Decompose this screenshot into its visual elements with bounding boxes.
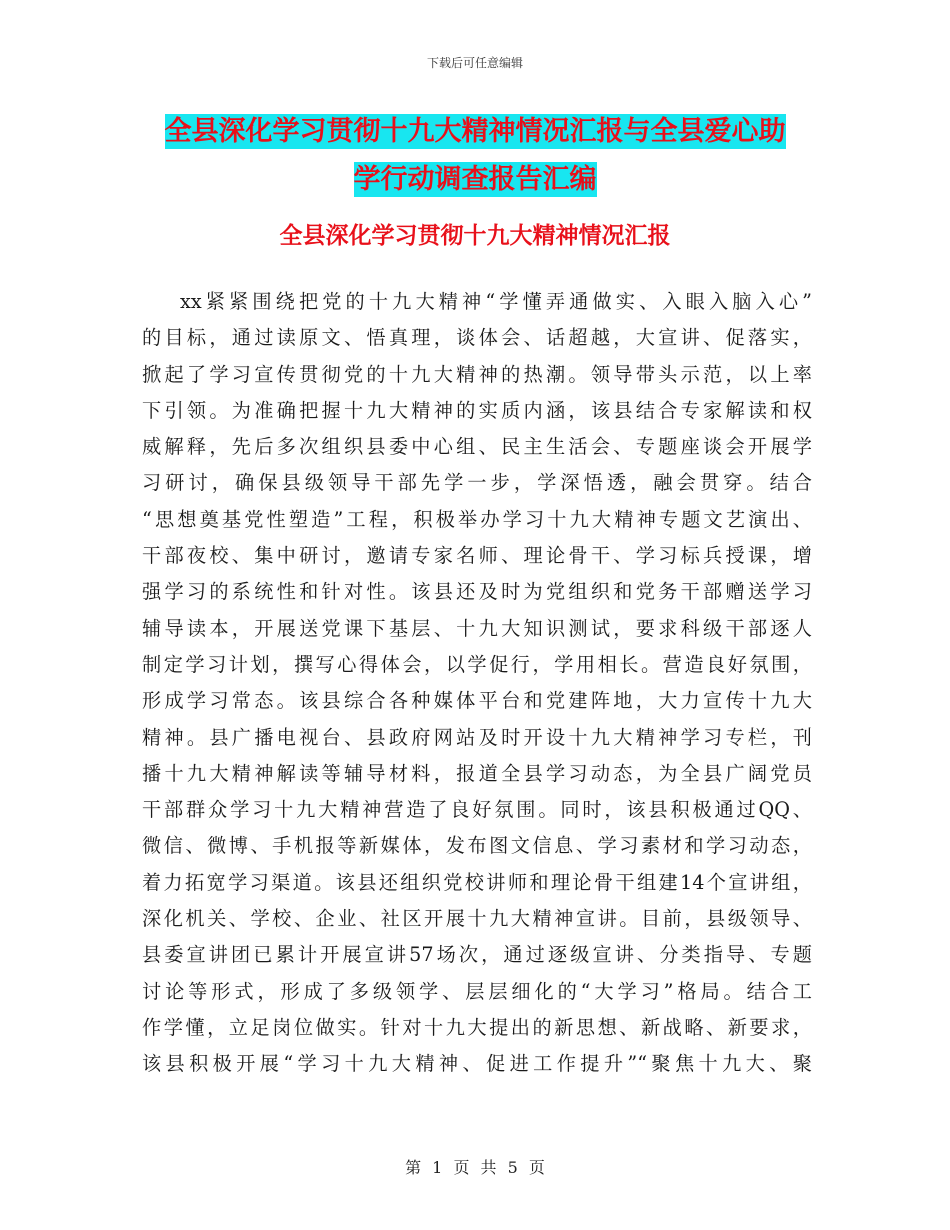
body-line: 形成学习常态。该县综合各种媒体平台和党建阵地，大力宣传十九大 (142, 689, 812, 713)
document-title (0, 108, 950, 204)
body-line: “思想奠基党性塑造”工程，积极举办学习十九大精神专题文艺演出、 (142, 507, 812, 531)
body-line: 下引领。为准确把握十九大精神的实质内涵，该县结合专家解读和权 (142, 398, 812, 422)
body-line: 掀起了学习宣传贯彻党的十九大精神的热潮。领导带头示范，以上率 (142, 362, 812, 386)
body-line: 该县积极开展“学习十九大精神、促进工作提升”“聚焦十九大、聚 (142, 1052, 812, 1076)
body-paragraph (142, 284, 812, 1083)
body-line: 讨论等形式，形成了多级领学、层层细化的“大学习”格局。结合工 (142, 979, 812, 1003)
body-line: 微信、微博、手机报等新媒体，发布图文信息、学习素材和学习动态， (142, 834, 812, 858)
document-title-line-1: 全县深化学习贯彻十九大精神情况汇报与全县爱心助 (164, 116, 786, 147)
body-line: 辅导读本，开展送党课下基层、十九大知识测试，要求科级干部逐人 (142, 616, 812, 640)
body-line: xx紧紧围绕把党的十九大精神“学懂弄通做实、入眼入脑入心” (180, 290, 812, 313)
body-line: 干部群众学习十九大精神营造了良好氛围。同时，该县积极通过QQ、 (142, 798, 812, 822)
body-line: 的目标，通过读原文、悟真理，谈体会、话超越，大宣讲、促落实， (142, 326, 812, 350)
page-footer: 第 1 页 共 5 页 (405, 1158, 545, 1177)
body-line: 深化机关、学校、企业、社区开展十九大精神宣讲。目前，县级领导、 (142, 907, 812, 931)
section-title: 全县深化学习贯彻十九大精神情况汇报 (279, 223, 671, 249)
body-line: 着力拓宽学习渠道。该县还组织党校讲师和理论骨干组建14个宣讲组， (142, 870, 812, 894)
header-note: 下载后可任意编辑 (426, 56, 523, 70)
body-line: 精神。县广播电视台、县政府网站及时开设十九大精神学习专栏，刊 (142, 725, 812, 749)
body-line: 习研讨，确保县级领导干部先学一步，学深悟透，融会贯穿。结合 (142, 471, 812, 495)
body-line: 制定学习计划，撰写心得体会，以学促行，学用相长。营造良好氛围， (142, 652, 812, 676)
document-title-line-2: 学行动调查报告汇编 (353, 164, 597, 195)
body-line: 强学习的系统性和针对性。该县还及时为党组织和党务干部赠送学习 (142, 580, 812, 604)
body-line: 威解释，先后多次组织县委中心组、民主生活会、专题座谈会开展学 (142, 435, 812, 459)
body-line: 播十九大精神解读等辅导材料，报道全县学习动态，为全县广阔党员 (142, 761, 812, 785)
body-line: 县委宣讲团已累计开展宣讲57场次，通过逐级宣讲、分类指导、专题 (142, 943, 812, 967)
body-line: 作学懂，立足岗位做实。针对十九大提出的新思想、新战略、新要求， (142, 1015, 812, 1039)
body-line: 干部夜校、集中研讨，邀请专家名师、理论骨干、学习标兵授课，增 (142, 544, 812, 568)
